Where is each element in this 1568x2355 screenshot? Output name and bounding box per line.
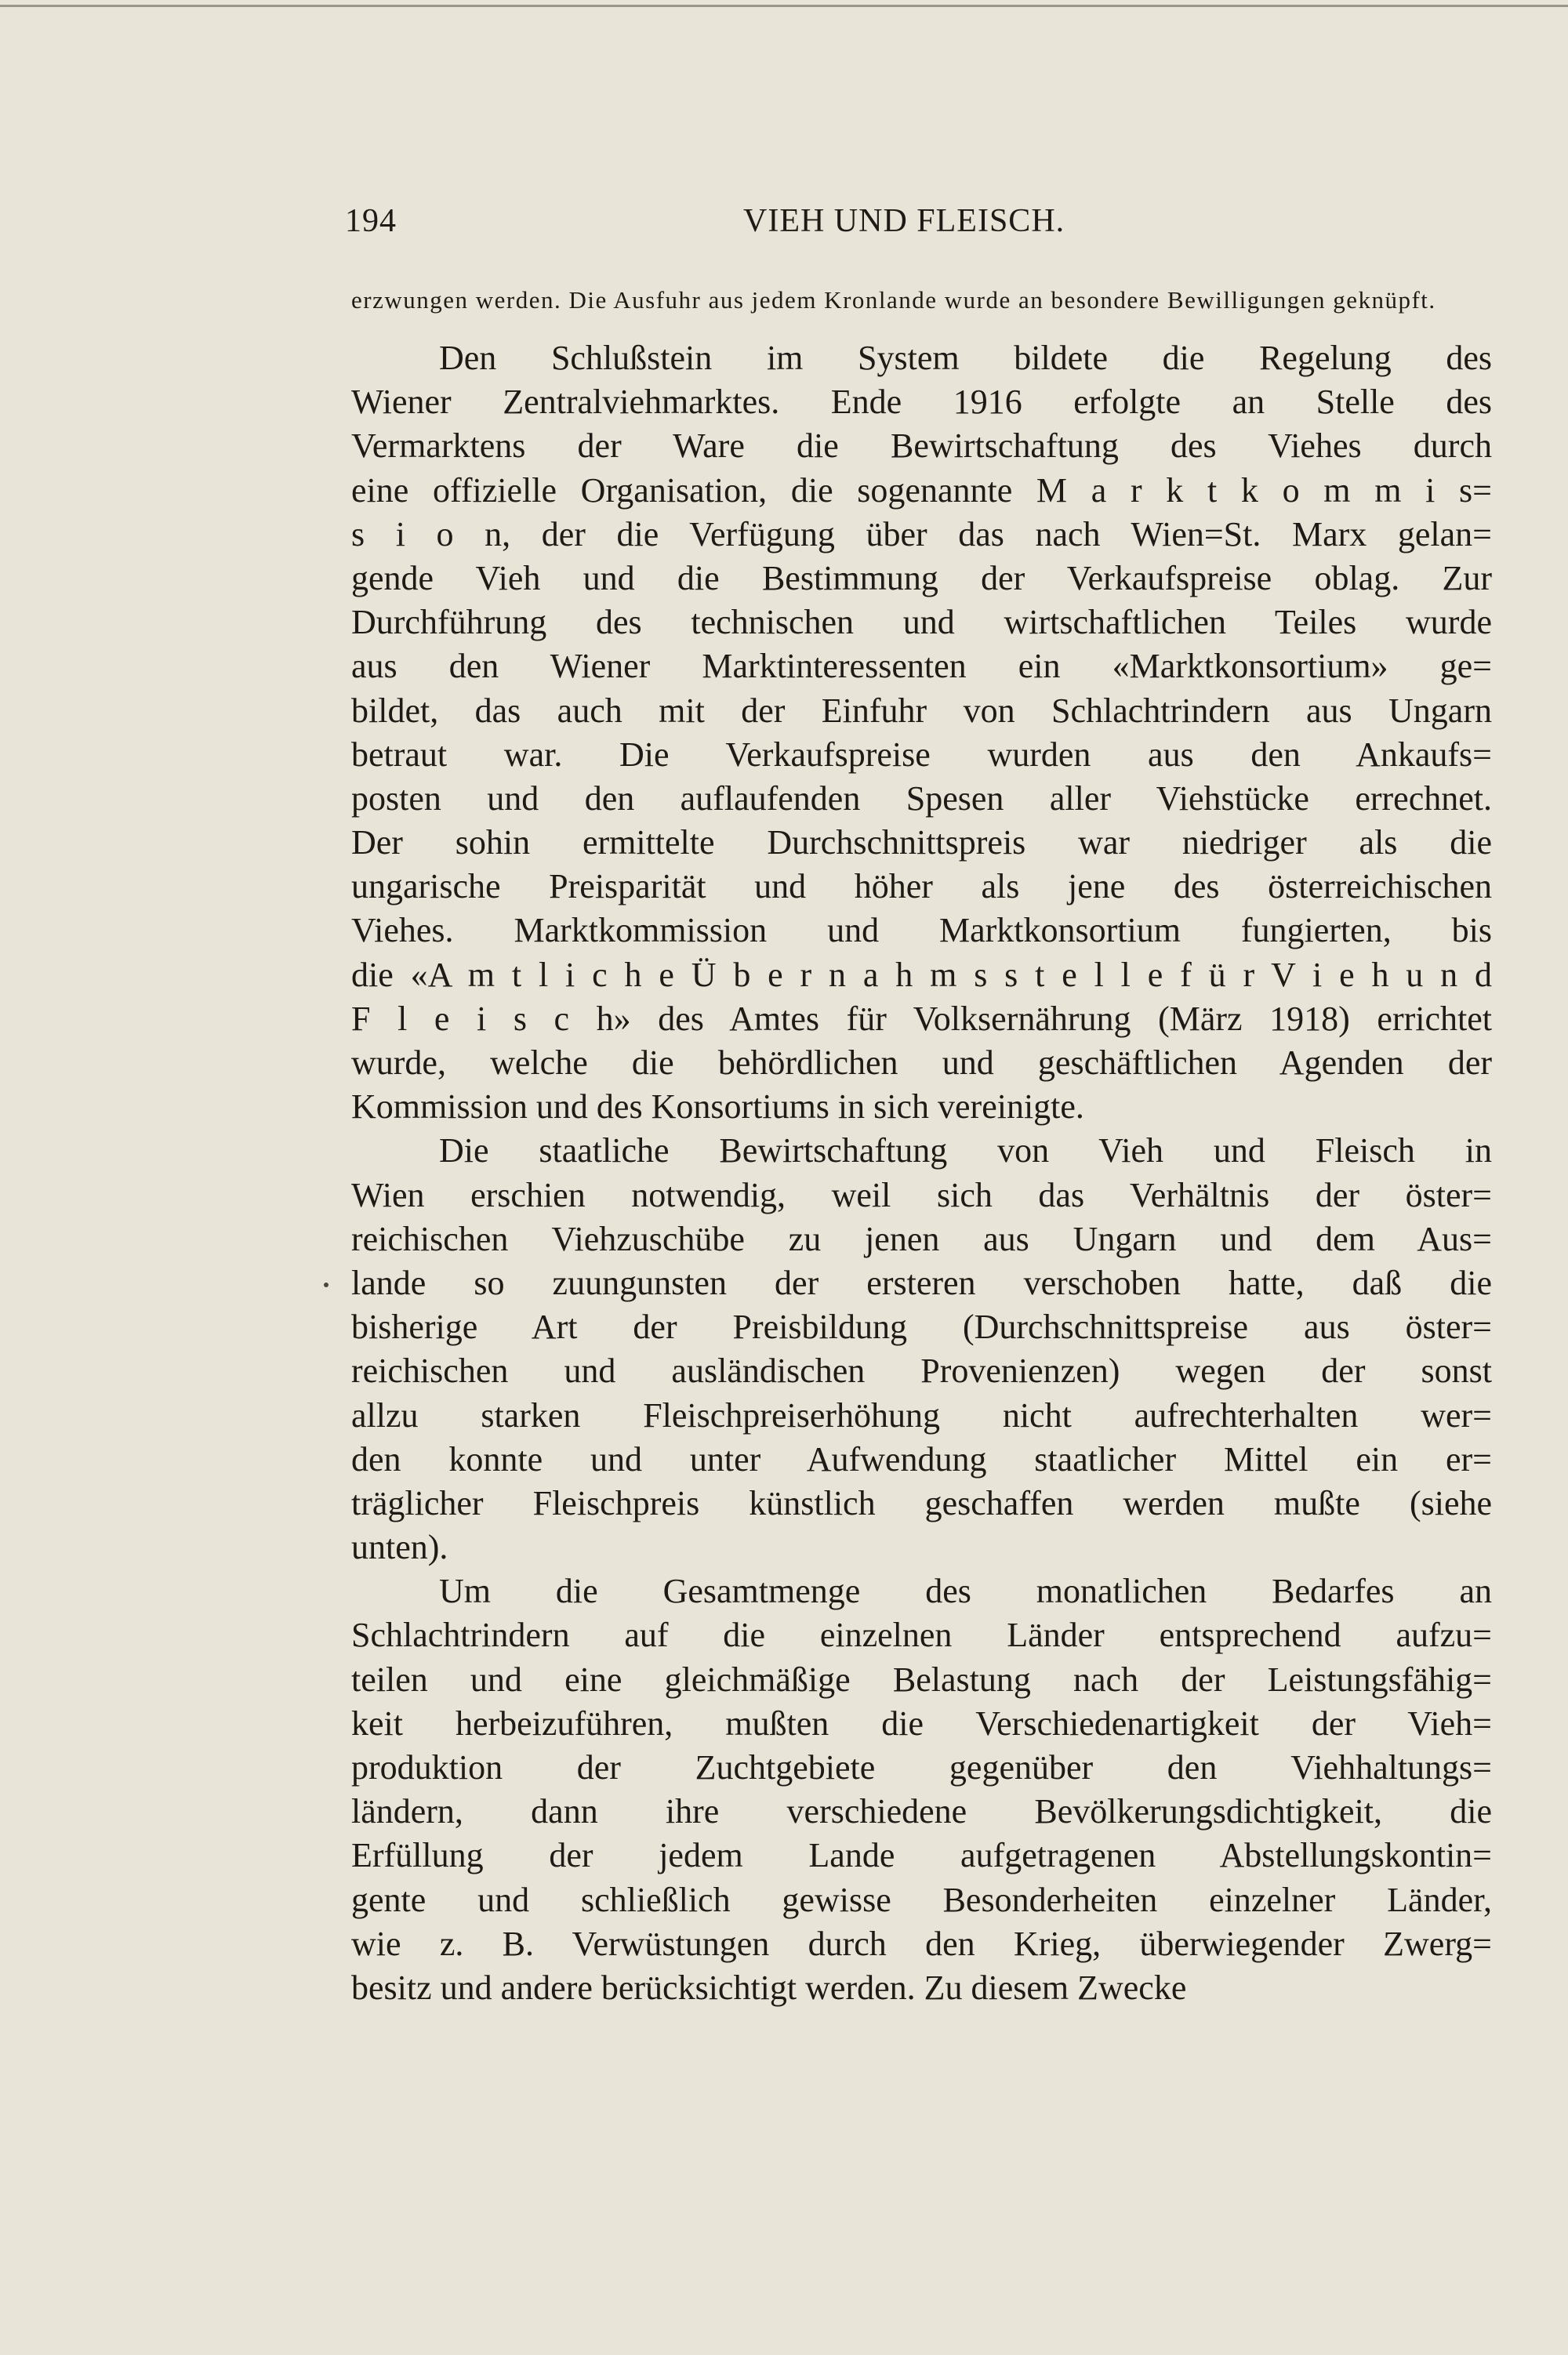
page-header [345, 202, 1490, 249]
note-paragraph: erzwungen werden. Die Ausfuhr aus jedem Kronlande wurde an besondere Bewilligungen geknüpft. [351, 286, 1436, 314]
text-line: eine offizielle Organisation, die sogenannte M a r k t k o m m i s= [351, 470, 1492, 510]
text-line: bildet, das auch mit der Einfuhr von Schlachtrindern aus Ungarn [351, 691, 1492, 730]
text-line: teilen und eine gleichmäßige Belastung nach der Leistungsfähig= [351, 1660, 1492, 1699]
text-line: aus den Wiener Marktinteressenten ein «Marktkonsortium» ge= [351, 647, 1492, 686]
text-line: allzu starken Fleischpreiserhöhung nicht aufrechterhalten wer= [351, 1395, 1492, 1435]
text-block [351, 279, 1492, 2010]
paragraph-3 [351, 1569, 1492, 2010]
margin-speck [324, 1283, 328, 1287]
text-line: betraut war. Die Verkaufspreise wurden aus den Ankaufs= [351, 735, 1492, 774]
text-line: wurde, welche die behördlichen und geschäftlichen Agenden der [351, 1043, 1492, 1082]
page-number: 194 [345, 203, 397, 239]
text-line: keit herbeizuführen, mußten die Verschiedenartigkeit der Vieh= [351, 1704, 1492, 1743]
text-line: posten und den auflaufenden Spesen aller Viehstücke errechnet. [351, 778, 1492, 818]
top-edge-rule [0, 5, 1568, 7]
text-line: reichischen und ausländischen Provenienzen) wegen der sonst [351, 1352, 1492, 1391]
text-line: produktion der Zuchtgebiete gegenüber den Viehhaltungs= [351, 1748, 1492, 1787]
text-line: ländern, dann ihre verschiedene Bevölkerungsdichtigkeit, die [351, 1792, 1492, 1831]
paragraph-1 [351, 336, 1492, 1129]
text-line: Wien erschien notwendig, weil sich das Verhältnis der öster= [351, 1175, 1492, 1214]
text-line: Den Schlußstein im System bildete die Regelung des [439, 339, 1492, 377]
text-line: ungarische Preisparität und höher als jene des österreichischen [351, 867, 1492, 906]
text-line: unten). [351, 1528, 448, 1567]
text-line: die «A m t l i c h e Ü b e r n a h m s s t e l l e f ü r V i e h u n d [351, 955, 1492, 994]
text-line: F l e i s c h» des Amtes für Volksernährung (März 1918) errichtet [351, 999, 1492, 1038]
text-line: reichischen Viehzuschübe zu jenen aus Ungarn und dem Aus= [351, 1219, 1492, 1258]
text-line: Wiener Zentralviehmarktes. Ende 1916 erfolgte an Stelle des [351, 383, 1492, 422]
text-line: Vermarktens der Ware die Bewirtschaftung des Viehes durch [351, 426, 1492, 466]
text-line: Durchführung des technischen und wirtschaftlichen Teiles wurde [351, 603, 1492, 642]
text-line: wie z. B. Verwüstungen durch den Krieg, überwiegender Zwerg= [351, 1924, 1492, 1963]
text-line: Kommission und des Konsortiums in sich vereinigte. [351, 1087, 1084, 1127]
text-line: Viehes. Marktkommission und Marktkonsortium fungierten, bis [351, 911, 1492, 950]
text-line: Die staatliche Bewirtschaftung von Vieh und Fleisch in [439, 1131, 1492, 1170]
text-line: den konnte und unter Aufwendung staatlicher Mittel ein er= [351, 1439, 1492, 1479]
text-line: gente und schließlich gewisse Besonderheiten einzelner Länder, [351, 1880, 1492, 1919]
body-text [351, 336, 1492, 2010]
running-title: VIEH UND FLEISCH. [743, 203, 1065, 239]
text-line: Schlachtrindern auf die einzelnen Länder entsprechend aufzu= [351, 1616, 1492, 1655]
text-line: träglicher Fleischpreis künstlich geschaffen werden mußte (siehe [351, 1483, 1492, 1522]
paragraph-2 [351, 1129, 1492, 1569]
text-line: besitz und andere berücksichtigt werden. Zu diesem Zwecke [351, 1968, 1187, 2007]
text-line: lande so zuungunsten der ersteren verschoben hatte, daß die [351, 1263, 1492, 1302]
text-line: Der sohin ermittelte Durchschnittspreis war niedriger als die [351, 823, 1492, 862]
text-line: bisherige Art der Preisbildung (Durchschnittspreise aus öster= [351, 1308, 1492, 1347]
text-line: gende Vieh und die Bestimmung der Verkaufspreise oblag. Zur [351, 558, 1492, 597]
text-line: Erfüllung der jedem Lande aufgetragenen Abstellungskontin= [351, 1836, 1492, 1875]
text-line: s i o n, der die Verfügung über das nach Wien=St. Marx gelan= [351, 514, 1492, 553]
text-line: Um die Gesamtmenge des monatlichen Bedarfes an [439, 1572, 1492, 1611]
